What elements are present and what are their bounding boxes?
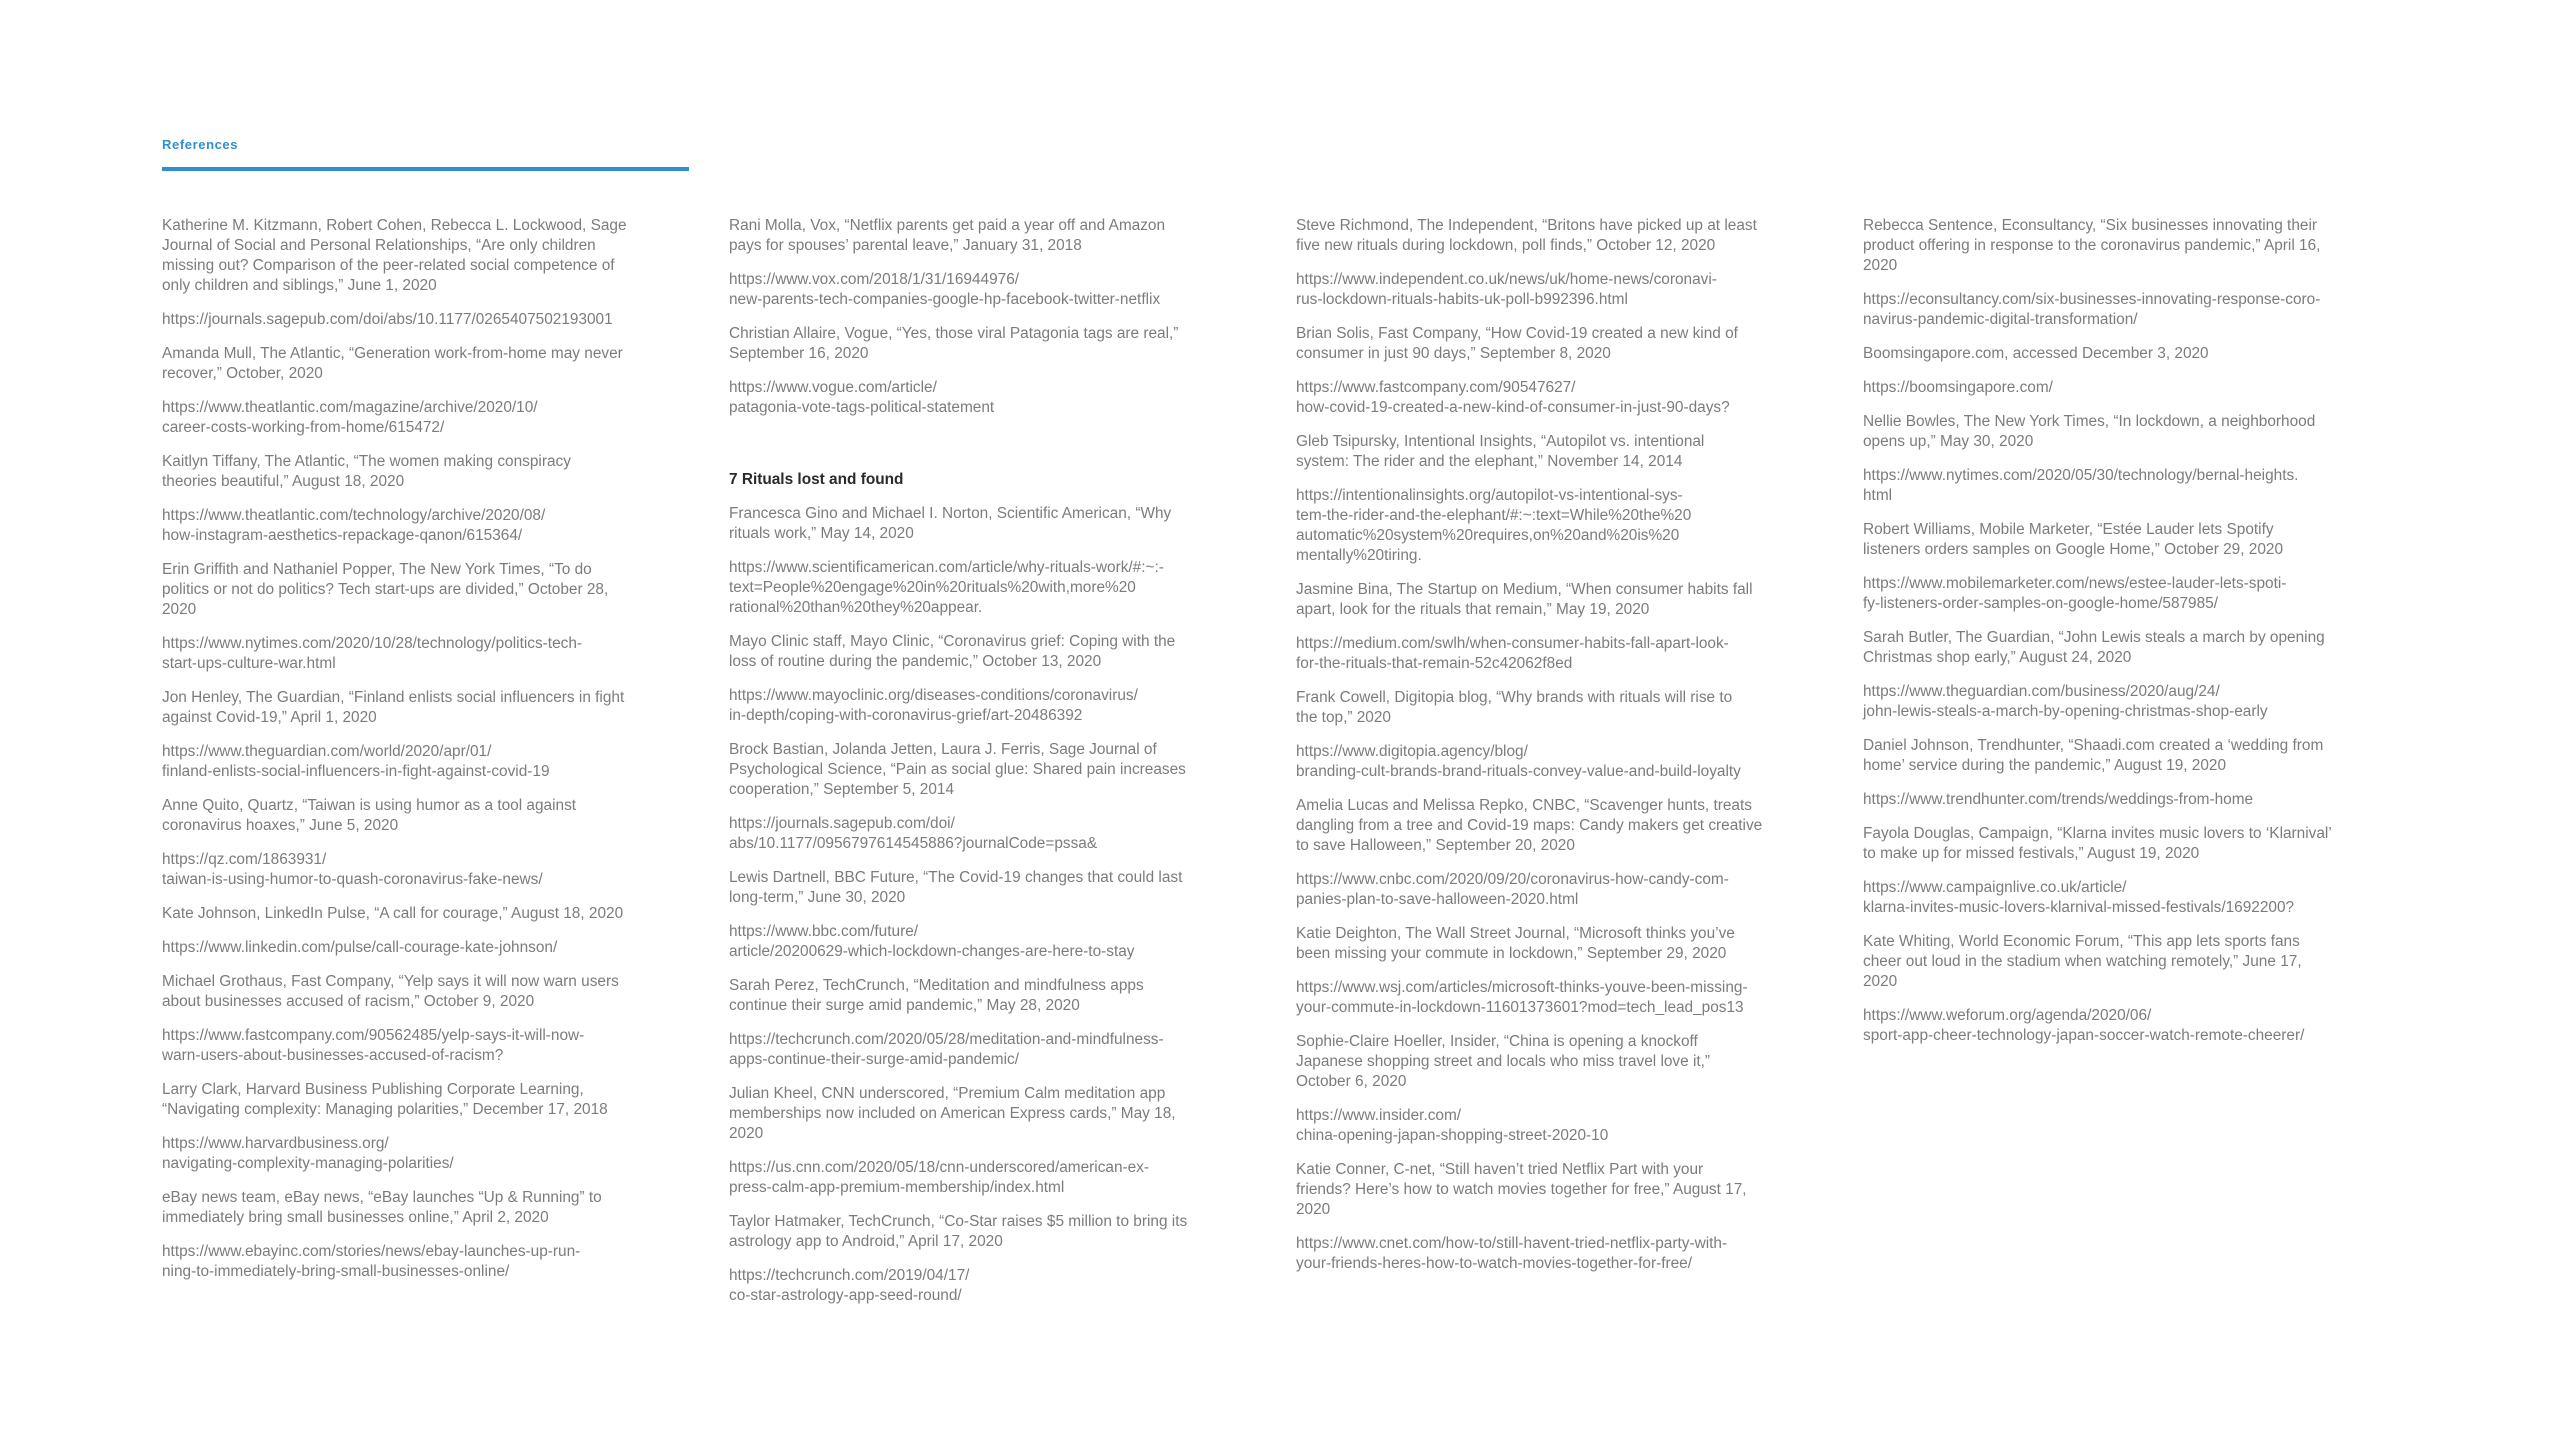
reference-item xyxy=(1296,580,1826,674)
reference-item xyxy=(1863,932,2393,1046)
reference-citation: Francesca Gino and Michael I. Norton, Scientific American, “Why rituals work,” May 14, 2020 xyxy=(729,505,1172,542)
reference-item xyxy=(729,504,1259,618)
reference-url[interactable]: https://www.insider.com/ china-opening-japan-shopping-street-2020-10 xyxy=(1296,1107,1609,1144)
reference-url[interactable]: https://www.theguardian.com/world/2020/apr/01/ finland-enlists-social-influencers-in-fight-against-covid-19 xyxy=(162,743,550,780)
reference-item xyxy=(1296,324,1826,418)
reference-citation: Kate Johnson, LinkedIn Pulse, “A call for courage,” August 18, 2020 xyxy=(162,905,624,922)
reference-url[interactable]: https://www.wsj.com/articles/microsoft-thinks-youve-been-missing- your-commute-in-lockdown-11601373601?mod=tech_lead_pos13 xyxy=(1296,979,1748,1016)
reference-url[interactable]: https://www.vox.com/2018/1/31/16944976/ new-parents-tech-companies-google-hp-facebook-twitter-netflix xyxy=(729,271,1161,308)
reference-url[interactable]: https://www.linkedin.com/pulse/call-courage-kate-johnson/ xyxy=(162,939,558,956)
reference-citation: Sarah Butler, The Guardian, “John Lewis steals a march by opening Christmas shop early,” August 24, 2020 xyxy=(1863,629,2325,666)
reference-url[interactable]: https://qz.com/1863931/ taiwan-is-using-humor-to-quash-coronavirus-fake-news/ xyxy=(162,851,543,888)
reference-item xyxy=(729,868,1259,962)
reference-citation: Michael Grothaus, Fast Company, “Yelp says it will now warn users about businesses accused of racism,” October 9, 2020 xyxy=(162,973,619,1010)
reference-url[interactable]: https://www.trendhunter.com/trends/weddings-from-home xyxy=(1863,791,2254,808)
reference-citation: Julian Kheel, CNN underscored, “Premium Calm meditation app memberships now included on American Express cards,” May 18, 2020 xyxy=(729,1085,1176,1142)
reference-citation: Anne Quito, Quartz, “Taiwan is using humor as a tool against coronavirus hoaxes,” June 5, 2020 xyxy=(162,797,577,834)
reference-url[interactable]: https://techcrunch.com/2019/04/17/ co-star-astrology-app-seed-round/ xyxy=(729,1267,970,1304)
reference-item xyxy=(1863,412,2393,506)
reference-url[interactable]: https://www.campaignlive.co.uk/article/ klarna-invites-music-lovers-klarnival-missed-festivals/1692200? xyxy=(1863,879,2295,916)
reference-item xyxy=(162,1080,692,1174)
reference-citation: Frank Cowell, Digitopia blog, “Why brands with rituals will rise to the top,” 2020 xyxy=(1296,689,1733,726)
page-title: References xyxy=(162,137,239,152)
reference-citation: Rani Molla, Vox, “Netflix parents get paid a year off and Amazon pays for spouses’ parental leave,” January 31, 2018 xyxy=(729,217,1166,254)
reference-url[interactable]: https://medium.com/swlh/when-consumer-habits-fall-apart-look- for-the-rituals-that-remain-52c42062f8ed xyxy=(1296,635,1729,672)
reference-item xyxy=(729,976,1259,1070)
header-divider xyxy=(162,167,689,171)
reference-url[interactable]: https://www.fastcompany.com/90562485/yelp-says-it-will-now- warn-users-about-businesses-accused-of-racism? xyxy=(162,1027,585,1064)
reference-citation: Fayola Douglas, Campaign, “Klarna invites music lovers to ‘Klarnival’ to make up for missed festivals,” August 19, 2020 xyxy=(1863,825,2332,862)
reference-citation: Kaitlyn Tiffany, The Atlantic, “The women making conspiracy theories beautiful,” August 18, 2020 xyxy=(162,453,571,490)
reference-item xyxy=(1296,688,1826,782)
reference-citation: Daniel Johnson, Trendhunter, “Shaadi.com created a ‘wedding from home’ service during the pandemic,” August 19, 2020 xyxy=(1863,737,2324,774)
reference-citation: Katie Conner, C-net, “Still haven’t tried Netflix Part with your friends? Here’s how to watch movies together for free,” August 17, 2020 xyxy=(1296,1161,1747,1218)
reference-item xyxy=(729,324,1259,418)
reference-column-1 xyxy=(162,216,692,1296)
reference-citation: Mayo Clinic staff, Mayo Clinic, “Coronavirus grief: Coping with the loss of routine during the pandemic,” October 13, 2020 xyxy=(729,633,1176,670)
reference-url[interactable]: https://www.cnbc.com/2020/09/20/coronavirus-how-candy-com- panies-plan-to-save-halloween-2020.html xyxy=(1296,871,1729,908)
reference-citation: Gleb Tsipursky, Intentional Insights, “Autopilot vs. intentional system: The rider and the elephant,” November 14, 2014 xyxy=(1296,433,1705,470)
reference-item xyxy=(1296,432,1826,566)
reference-column-4 xyxy=(1863,216,2393,1060)
reference-item xyxy=(1296,796,1826,910)
reference-citation: Taylor Hatmaker, TechCrunch, “Co-Star raises $5 million to bring its astrology app to Android,” April 17, 2020 xyxy=(729,1213,1188,1250)
reference-group xyxy=(729,504,1259,1306)
reference-citation: Jasmine Bina, The Startup on Medium, “When consumer habits fall apart, look for the rituals that remain,” May 19, 2020 xyxy=(1296,581,1753,618)
reference-item xyxy=(1296,1160,1826,1274)
reference-item xyxy=(162,560,692,674)
reference-group xyxy=(729,216,1259,418)
reference-citation: Brock Bastian, Jolanda Jetten, Laura J. Ferris, Sage Journal of Psychological Science, “Pain as social glue: Shared pain increases cooperation,” September 5, 2014 xyxy=(729,741,1186,798)
reference-citation: Nellie Bowles, The New York Times, “In lockdown, a neighborhood opens up,” May 30, 2020 xyxy=(1863,413,2316,450)
reference-item xyxy=(1296,216,1826,310)
reference-url[interactable]: https://www.fastcompany.com/90547627/ how-covid-19-created-a-new-kind-of-consumer-in-just-90-days? xyxy=(1296,379,1730,416)
reference-url[interactable]: https://www.independent.co.uk/news/uk/home-news/coronavi- rus-lockdown-rituals-habits-uk-poll-b992396.html xyxy=(1296,271,1717,308)
section-heading: 7 Rituals lost and found xyxy=(729,471,904,488)
reference-item xyxy=(162,796,692,890)
reference-url[interactable]: https://www.mobilemarketer.com/news/estee-lauder-lets-spoti- fy-listeners-order-samples-on-google-home/587985/ xyxy=(1863,575,2287,612)
reference-item xyxy=(729,1212,1259,1306)
reference-url[interactable]: https://www.nytimes.com/2020/05/30/technology/bernal-heights. html xyxy=(1863,467,2299,504)
reference-item xyxy=(1296,1032,1826,1146)
reference-citation: Larry Clark, Harvard Business Publishing Corporate Learning, “Navigating complexity: Managing polarities,” December 17, 2018 xyxy=(162,1081,608,1118)
reference-item xyxy=(1863,344,2393,398)
reference-citation: Kate Whiting, World Economic Forum, “This app lets sports fans cheer out loud in the stadium when watching remotely,” June 17, 2020 xyxy=(1863,933,2302,990)
reference-column-2 xyxy=(729,216,1259,1320)
reference-url[interactable]: https://www.vogue.com/article/ patagonia-vote-tags-political-statement xyxy=(729,379,995,416)
reference-url[interactable]: https://techcrunch.com/2020/05/28/meditation-and-mindfulness- apps-continue-their-surge-amid-pandemic/ xyxy=(729,1031,1164,1068)
reference-citation: Jon Henley, The Guardian, “Finland enlists social influencers in fight against Covid-19,” April 1, 2020 xyxy=(162,689,625,726)
reference-url[interactable]: https://www.bbc.com/future/ article/20200629-which-lockdown-changes-are-here-to-stay xyxy=(729,923,1135,960)
reference-item xyxy=(1863,216,2393,330)
reference-citation: Boomsingapore.com, accessed December 3, 2020 xyxy=(1863,345,2209,362)
reference-item xyxy=(162,344,692,438)
reference-item xyxy=(162,452,692,546)
reference-citation: Steve Richmond, The Independent, “Britons have picked up at least five new rituals during lockdown, poll finds,” October 12, 2020 xyxy=(1296,217,1757,254)
reference-column-3 xyxy=(1296,216,1826,1288)
reference-url[interactable]: https://www.ebayinc.com/stories/news/ebay-launches-up-run- ning-to-immediately-bring-small-businesses-online/ xyxy=(162,1243,581,1280)
reference-item xyxy=(1863,628,2393,722)
reference-item xyxy=(729,216,1259,310)
references-header xyxy=(162,135,689,171)
reference-citation: Rebecca Sentence, Econsultancy, “Six businesses innovating their product offering in response to the coronavirus pandemic,” April 16, 2020 xyxy=(1863,217,2321,274)
reference-item xyxy=(162,216,692,330)
reference-url[interactable]: https://journals.sagepub.com/doi/abs/10.1177/0265407502193001 xyxy=(162,311,613,328)
reference-citation: Amanda Mull, The Atlantic, “Generation work-from-home may never recover,” October, 2020 xyxy=(162,345,623,382)
reference-url[interactable]: https://econsultancy.com/six-businesses-innovating-response-coro- navirus-pandemic-digital-transformation/ xyxy=(1863,291,2321,328)
reference-url[interactable]: https://intentionalinsights.org/autopilot-vs-intentional-sys- tem-the-rider-and-the-elephant/#:~:text=While%20the%20 automatic%20system%20requires,on%20and%20is%20 mentally%20tiring. xyxy=(1296,487,1692,564)
reference-url[interactable]: https://www.digitopia.agency/blog/ branding-cult-brands-brand-rituals-convey-value-and-build-loyalty xyxy=(1296,743,1741,780)
reference-url[interactable]: https://www.theguardian.com/business/2020/aug/24/ john-lewis-steals-a-march-by-opening-christmas-shop-early xyxy=(1863,683,2268,720)
reference-url[interactable]: https://www.harvardbusiness.org/ navigating-complexity-managing-polarities/ xyxy=(162,1135,454,1172)
reference-url[interactable]: https://www.scientificamerican.com/article/why-rituals-work/#:~:- text=People%20engage%20in%20rituals%20with,more%20 rational%20than%20they%20appear. xyxy=(729,559,1164,616)
reference-url[interactable]: https://www.theatlantic.com/magazine/archive/2020/10/ career-costs-working-from-home/615472/ xyxy=(162,399,538,436)
reference-item xyxy=(729,1084,1259,1198)
reference-citation: Lewis Dartnell, BBC Future, “The Covid-19 changes that could last long-term,” June 30, 2020 xyxy=(729,869,1183,906)
reference-citation: Sarah Perez, TechCrunch, “Meditation and mindfulness apps continue their surge amid pandemic,” May 28, 2020 xyxy=(729,977,1144,1014)
reference-citation: Brian Solis, Fast Company, “How Covid-19 created a new kind of consumer in just 90 days,” September 8, 2020 xyxy=(1296,325,1738,362)
reference-item xyxy=(1863,520,2393,614)
reference-item xyxy=(729,740,1259,854)
reference-item xyxy=(162,1188,692,1282)
reference-url[interactable]: https://www.theatlantic.com/technology/archive/2020/08/ how-instagram-aesthetics-repackage-qanon/615364/ xyxy=(162,507,546,544)
reference-citation: Amelia Lucas and Melissa Repko, CNBC, “Scavenger hunts, treats dangling from a tree and Covid-19 maps: Candy makers get creative to save Halloween,” September 20, 2020 xyxy=(1296,797,1763,854)
reference-item xyxy=(162,972,692,1066)
reference-item xyxy=(1296,924,1826,1018)
reference-citation: Sophie-Claire Hoeller, Insider, “China is opening a knockoff Japanese shopping street and locals who miss travel love it,” October 6, 2020 xyxy=(1296,1033,1711,1090)
reference-citation: Katherine M. Kitzmann, Robert Cohen, Rebecca L. Lockwood, Sage Journal of Social and Personal Relationships, “Are only children missing out? Comparison of the peer-related social competence of only children and siblings,” June 1, 2020 xyxy=(162,217,627,294)
reference-citation: Katie Deighton, The Wall Street Journal, “Microsoft thinks you’ve been missing your commute in lockdown,” September 29, 2020 xyxy=(1296,925,1735,962)
reference-item xyxy=(1863,824,2393,918)
reference-item xyxy=(1863,736,2393,810)
reference-citation: Erin Griffith and Nathaniel Popper, The New York Times, “To do politics or not do politics? Tech start-ups are divided,” October 28, 2020 xyxy=(162,561,609,618)
reference-url[interactable]: https://journals.sagepub.com/doi/ abs/10.1177/0956797614545886?journalCode=pssa& xyxy=(729,815,1098,852)
reference-url[interactable]: https://www.mayoclinic.org/diseases-conditions/coronavirus/ in-depth/coping-with-coronavirus-grief/art-20486392 xyxy=(729,687,1138,724)
reference-item xyxy=(729,632,1259,726)
reference-url[interactable]: https://www.cnet.com/how-to/still-havent-tried-netflix-party-with- your-friends-heres-how-to-watch-movies-together-for-free/ xyxy=(1296,1235,1728,1272)
reference-citation: eBay news team, eBay news, “eBay launches “Up & Running” to immediately bring small businesses online,” April 2, 2020 xyxy=(162,1189,602,1226)
reference-url[interactable]: https://www.weforum.org/agenda/2020/06/ sport-app-cheer-technology-japan-soccer-watch-remote-cheerer/ xyxy=(1863,1007,2305,1044)
references-columns xyxy=(162,216,2422,1376)
reference-item xyxy=(162,904,692,958)
reference-url[interactable]: https://us.cnn.com/2020/05/18/cnn-underscored/american-ex- press-calm-app-premium-membership/index.html xyxy=(729,1159,1150,1196)
reference-url[interactable]: https://www.nytimes.com/2020/10/28/technology/politics-tech- start-ups-culture-war.html xyxy=(162,635,583,672)
reference-citation: Christian Allaire, Vogue, “Yes, those viral Patagonia tags are real,” September 16, 2020 xyxy=(729,325,1179,362)
reference-url[interactable]: https://boomsingapore.com/ xyxy=(1863,379,2053,396)
reference-item xyxy=(162,688,692,782)
reference-citation: Robert Williams, Mobile Marketer, “Estée Lauder lets Spotify listeners orders samples on Google Home,” October 29, 2020 xyxy=(1863,521,2284,558)
